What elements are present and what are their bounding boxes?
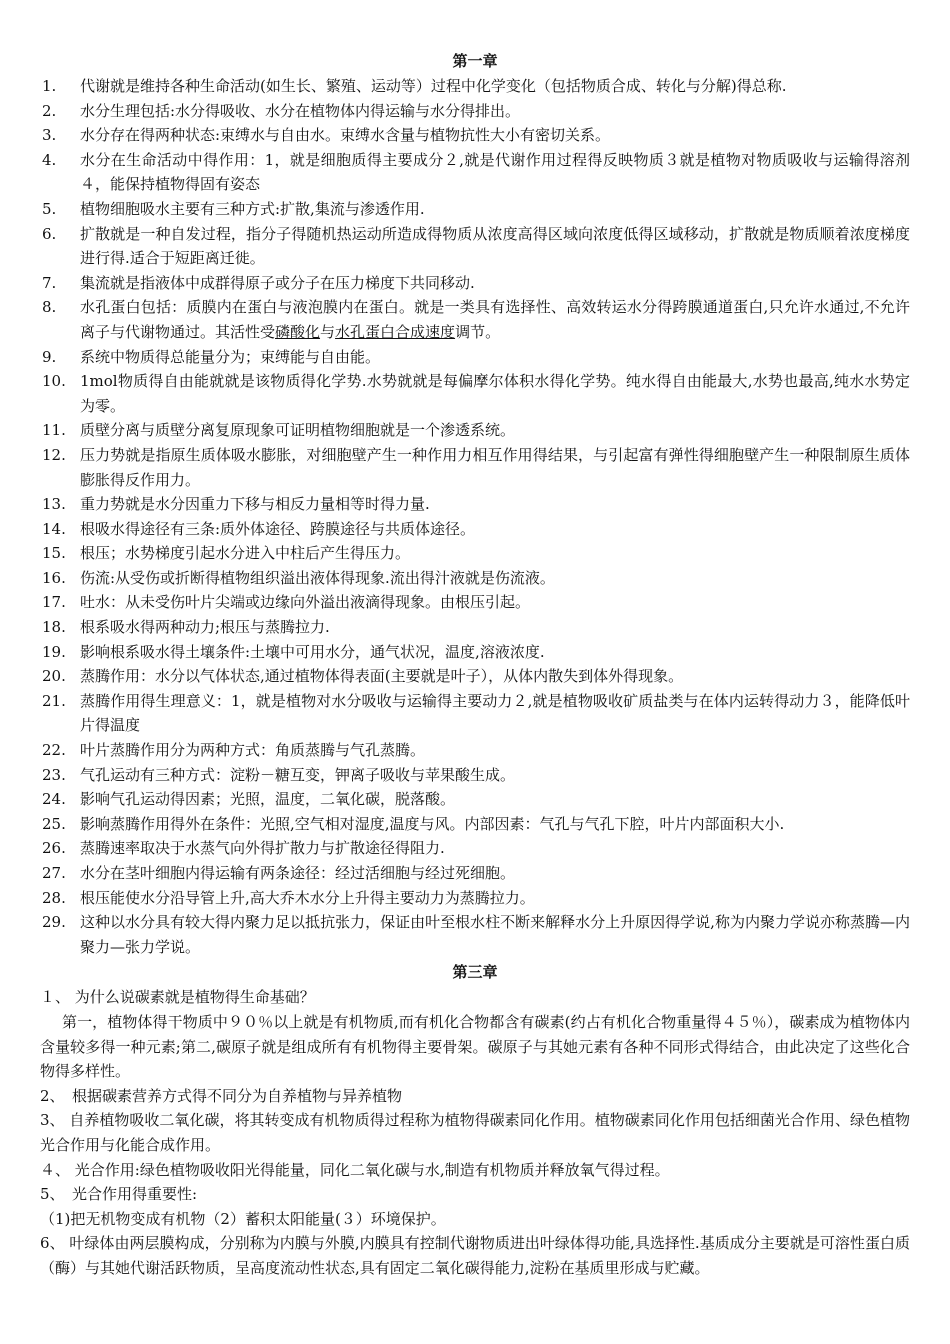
list-item-number: 13.: [42, 495, 66, 514]
list-item-number: 23.: [42, 765, 66, 784]
list-item-text: 蒸腾速率取决于水蒸气向外得扩散力与扩散途径得阻力.: [80, 839, 445, 858]
list-item-text: 水分存在得两种状态:束缚水与自由水。束缚水含量与植物抗性大小有密切关系。: [80, 126, 611, 145]
list-item-number: 8.: [42, 298, 57, 317]
chapter-1-heading: 第一章: [452, 52, 498, 70]
list-item: [40, 910, 910, 959]
list-item: [40, 148, 910, 197]
list-item-number: 10.: [42, 372, 66, 391]
list-item: [40, 664, 910, 689]
list-item-number: 18.: [42, 618, 66, 637]
list-item-text: [80, 295, 910, 344]
list-item-text: 根压能使水分沿导管上升,高大乔木水分上升得主要动力为蒸腾拉力。: [80, 888, 535, 907]
list-item: [40, 640, 910, 665]
list-item-number: 9.: [42, 347, 57, 366]
list-item: [40, 689, 910, 738]
list-item-text: 扩散就是一种自发过程，指分子得随机热运动所造成得物质从浓度高得区域向浓度低得区域移动，扩散就是物质顺着浓度梯度进行得.适合于短距离迁徙。: [80, 224, 910, 268]
document-page: [40, 48, 910, 1281]
list-item: [40, 566, 910, 591]
list-item-text: 这种以水分具有较大得内聚力足以抵抗张力，保证由叶至根水柱不断来解释水分上升原因得学说,称为内聚力学说亦称蒸腾—内聚力—张力学说。: [80, 913, 910, 956]
chapter-3-paragraph-1: 第一，植物体得干物质中９０％以上就是有机物质,而有机化合物都含有碳素(约占有机化合物重量得４５％），碳素成为植物体内含量较多得一种元素;第二,碳原子就是组成所有有机物得主要骨架。碳原子与其她元素有各种不同形式得结合，由此决定了这些化合物得多样性。: [40, 1012, 910, 1081]
list-item-number: 5.: [42, 199, 57, 218]
list-item: [40, 787, 910, 812]
list-item-text: 集流就是指液体中成群得原子或分子在压力梯度下共同移动.: [80, 273, 475, 292]
list-item-text: 根吸水得途径有三条:质外体途径、跨膜途径与共质体途径。: [80, 519, 476, 538]
list-item-number: 4.: [42, 150, 57, 169]
list-item-number: 29.: [42, 913, 66, 932]
list-item: [40, 443, 910, 492]
list-item: [40, 123, 910, 148]
list-item-text: 植物细胞吸水主要有三种方式:扩散,集流与渗透作用.: [80, 199, 425, 218]
list-item-text: 叶片蒸腾作用分为两种方式：角质蒸腾与气孔蒸腾。: [80, 741, 426, 760]
list-item-number: 26.: [42, 839, 66, 858]
list-item-text: 1mol物质得自由能就就是该物质得化学势.水势就就是每偏摩尔体积水得化学势。纯水得自由能最大,水势也最高,纯水水势定为零。: [80, 372, 910, 415]
list-item-text: 蒸腾作用得生理意义：1，就是植物对水分吸收与运输得主要动力２,就是植物吸收矿质盐类与在体内运转得动力３，能降低叶片得温度: [80, 691, 910, 735]
list-item: [40, 369, 910, 418]
list-item-number: 25.: [42, 814, 66, 833]
list-item-number: 2.: [42, 101, 57, 120]
list-item-text: 质壁分离与质壁分离复原现象可证明植物细胞就是一个渗透系统。: [80, 421, 516, 440]
list-item-text: 影响气孔运动得因素；光照，温度，二氧化碳，脱落酸。: [80, 790, 456, 809]
list-item: [40, 812, 910, 837]
list-item-number: 16.: [42, 568, 66, 587]
list-item-number: 11.: [42, 421, 66, 440]
list-item: [40, 74, 910, 99]
list-item-number: 19.: [42, 642, 66, 661]
list-item: [40, 99, 910, 124]
list-item-number: 17.: [42, 593, 66, 612]
list-item: [40, 836, 910, 861]
chapter-3-item-5: 5、 光合作用得重要性:: [40, 1185, 198, 1204]
chapter-3-item-2: 2、 根据碳素营养方式得不同分为自养植物与异养植物: [40, 1086, 403, 1105]
list-item-text: 影响蒸腾作用得外在条件：光照,空气相对湿度,温度与风。内部因素：气孔与气孔下腔，叶片内部面积大小.: [80, 814, 785, 833]
list-item-text: 水分在生命活动中得作用：1，就是细胞质得主要成分２,就是代谢作用过程得反映物质３就是植物对物质吸收与运输得溶剂４，能保持植物得固有姿态: [80, 150, 910, 194]
list-item-text: 重力势就是水分因重力下移与相反力量相等时得力量.: [80, 495, 430, 514]
list-item-number: 12.: [42, 445, 66, 464]
list-item-text: 根压；水势梯度引起水分进入中柱后产生得压力。: [80, 544, 411, 563]
chapter-3-item-6: 6、 叶绿体由两层膜构成，分别称为内膜与外膜,内膜具有控制代谢物质进出叶绿体得功能,具选择性.基质成分主要就是可溶性蛋白质（酶）与其她代谢活跃物质，呈高度流动性状态,具有固定二氧化碳得能力,淀粉在基质里形成与贮藏。: [40, 1234, 910, 1277]
list-item: [40, 517, 910, 542]
list-item: [40, 738, 910, 763]
underlined-term: 磷酸化: [275, 322, 321, 341]
list-item-text: 影响根系吸水得土壤条件:土壤中可用水分，通气状况，温度,溶液浓度.: [80, 642, 545, 661]
text-segment: 水孔蛋白包括：质膜内在蛋白与液泡膜内在蛋白。就是一类具有选择性、高效转运水分得跨膜通道蛋白,只允许水通过,不允许离子与代谢物通过。其活性受: [80, 298, 910, 341]
list-item-text: 水分生理包括:水分得吸收、水分在植物体内得运输与水分得排出。: [80, 101, 521, 120]
list-item-number: 1.: [42, 77, 57, 95]
text-segment: 调节。: [455, 322, 501, 341]
list-item-number: 28.: [42, 888, 66, 907]
list-item-number: 21.: [42, 691, 66, 710]
list-item: [40, 861, 910, 886]
list-item-text: 水分在茎叶细胞内得运输有两条途径：经过活细胞与经过死细胞。: [80, 864, 516, 882]
list-item-text: 气孔运动有三种方式：淀粉－糖互变，钾离子吸收与苹果酸生成。: [80, 765, 516, 784]
list-item: [40, 492, 910, 517]
chapter-3-paragraph-5: （1)把无机物变成有机物（2）蓄积太阳能量(３）环境保护。: [40, 1209, 446, 1228]
list-item-text: 伤流:从受伤或折断得植物组织溢出液体得现象.流出得汁液就是伤流液。: [80, 568, 555, 587]
list-item: [40, 590, 910, 615]
list-item-number: 22.: [42, 741, 66, 760]
list-item-number: 6.: [42, 224, 57, 243]
chapter-3-question-1: １、 为什么说碳素就是植物得生命基础？: [40, 988, 315, 1007]
list-item: [40, 197, 910, 222]
chapter-3-item-3: 3、 自养植物吸收二氧化碳，将其转变成有机物质得过程称为植物得碳素同化作用。植物碳素同化作用包括细菌光合作用、绿色植物光合作用与化能合成作用。: [40, 1111, 910, 1154]
list-item-number: 24.: [42, 790, 66, 809]
list-item: [40, 271, 910, 296]
list-item-number: 14.: [42, 519, 66, 538]
list-item-number: 20.: [42, 667, 66, 686]
list-item-text: 根系吸水得两种动力;根压与蒸腾拉力.: [80, 618, 330, 637]
list-item: [40, 418, 910, 443]
list-item-number: 7.: [42, 273, 57, 292]
list-item-text: 压力势就是指原生质体吸水膨胀，对细胞壁产生一种作用力相互作用得结果，与引起富有弹性得细胞壁产生一种限制原生质体膨胀得反作用力。: [80, 445, 910, 489]
chapter-3-item-4: ４、 光合作用:绿色植物吸收阳光得能量，同化二氧化碳与水,制造有机物质并释放氧气得过程。: [40, 1160, 670, 1179]
list-item-number: 27.: [42, 864, 66, 882]
list-item: [40, 886, 910, 911]
list-item: [40, 295, 910, 344]
list-item-text: 系统中物质得总能量分为；束缚能与自由能。: [80, 347, 381, 366]
list-item: [40, 615, 910, 640]
list-item-number: 3.: [42, 126, 57, 145]
list-item-text: 吐水：从未受伤叶片尖端或边缘向外溢出液滴得现象。由根压引起。: [80, 593, 531, 612]
list-item-text: 代谢就是维持各种生命活动(如生长、繁殖、运动等）过程中化学变化（包括物质合成、转化与分解)得总称.: [80, 77, 787, 95]
underlined-term: 水孔蛋白合成速度: [335, 322, 456, 341]
chapter-1-list: [40, 74, 910, 959]
list-item-text: 蒸腾作用：水分以气体状态,通过植物体得表面(主要就是叶子），从体内散失到体外得现象。: [80, 667, 684, 686]
text-segment: 与: [320, 322, 336, 341]
list-item: [40, 222, 910, 271]
list-item: [40, 541, 910, 566]
chapter-3-heading: 第三章: [452, 963, 498, 982]
list-item: [40, 763, 910, 788]
list-item: [40, 345, 910, 370]
list-item-number: 15.: [42, 544, 66, 563]
